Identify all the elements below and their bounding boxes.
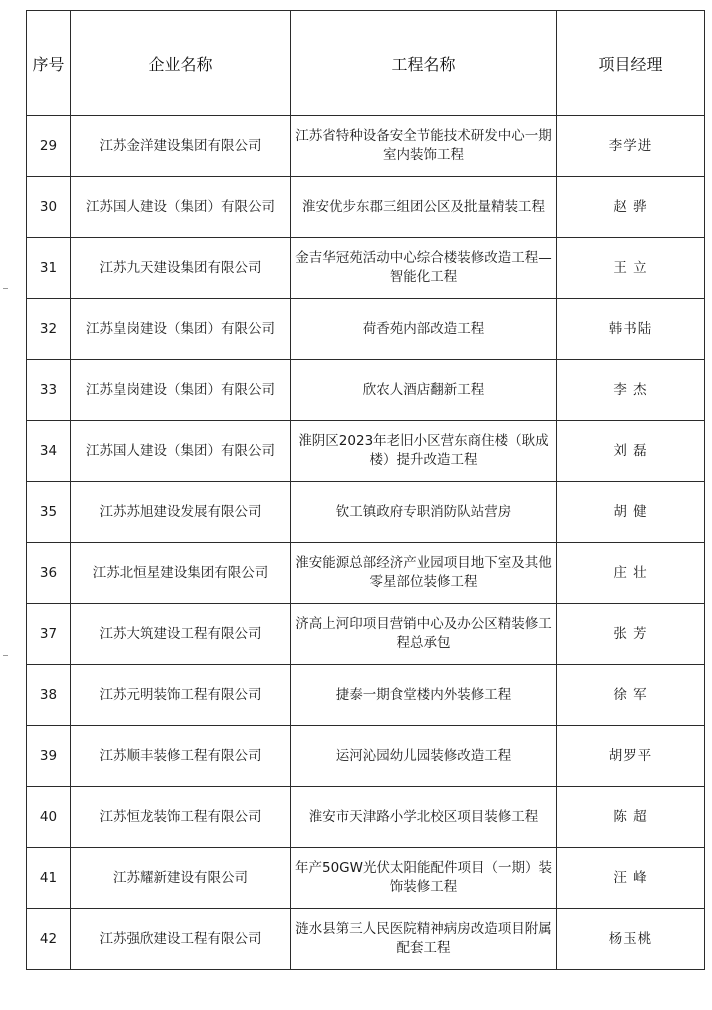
row-company-name: 江苏大筑建设工程有限公司 <box>71 604 291 665</box>
row-project-manager: 张 芳 <box>557 604 705 665</box>
row-company-name: 江苏顺丰装修工程有限公司 <box>71 726 291 787</box>
row-serial-number: 36 <box>27 543 71 604</box>
row-company-name: 江苏元明装饰工程有限公司 <box>71 665 291 726</box>
row-project-name: 捷泰一期食堂楼内外装修工程 <box>291 665 557 726</box>
row-serial-number: 35 <box>27 482 71 543</box>
row-company-name: 江苏国人建设（集团）有限公司 <box>71 177 291 238</box>
scan-mark <box>3 288 8 289</box>
row-serial-number: 31 <box>27 238 71 299</box>
table-body <box>27 116 705 970</box>
row-serial-number: 34 <box>27 421 71 482</box>
row-project-manager: 庄 壮 <box>557 543 705 604</box>
header-row <box>27 11 705 116</box>
row-project-manager: 李 杰 <box>557 360 705 421</box>
row-project-manager: 胡罗平 <box>557 726 705 787</box>
row-serial-number: 32 <box>27 299 71 360</box>
table-row <box>27 909 705 970</box>
row-company-name: 江苏苏旭建设发展有限公司 <box>71 482 291 543</box>
row-project-name: 钦工镇政府专职消防队站营房 <box>291 482 557 543</box>
table-row <box>27 604 705 665</box>
row-serial-number: 39 <box>27 726 71 787</box>
row-project-name: 淮阴区2023年老旧小区营东商住楼（耿成楼）提升改造工程 <box>291 421 557 482</box>
row-project-name: 荷香苑内部改造工程 <box>291 299 557 360</box>
table-row <box>27 848 705 909</box>
table-header <box>27 11 705 116</box>
header-project-manager: 项目经理 <box>557 11 705 116</box>
table-row <box>27 543 705 604</box>
row-project-name: 金吉华冠苑活动中心综合楼装修改造工程—智能化工程 <box>291 238 557 299</box>
row-company-name: 江苏皇岗建设（集团）有限公司 <box>71 299 291 360</box>
table-row <box>27 421 705 482</box>
row-project-name: 江苏省特种设备安全节能技术研发中心一期室内装饰工程 <box>291 116 557 177</box>
table-row <box>27 177 705 238</box>
row-serial-number: 41 <box>27 848 71 909</box>
row-project-manager: 李学进 <box>557 116 705 177</box>
row-serial-number: 37 <box>27 604 71 665</box>
table-row <box>27 360 705 421</box>
row-serial-number: 40 <box>27 787 71 848</box>
table-row <box>27 116 705 177</box>
row-company-name: 江苏皇岗建设（集团）有限公司 <box>71 360 291 421</box>
row-project-name: 淮安能源总部经济产业园项目地下室及其他零星部位装修工程 <box>291 543 557 604</box>
table-row <box>27 238 705 299</box>
header-project-name: 工程名称 <box>291 11 557 116</box>
row-project-manager: 王 立 <box>557 238 705 299</box>
table-row <box>27 665 705 726</box>
row-serial-number: 42 <box>27 909 71 970</box>
row-serial-number: 38 <box>27 665 71 726</box>
row-company-name: 江苏北恒星建设集团有限公司 <box>71 543 291 604</box>
scan-mark <box>3 655 8 656</box>
row-project-manager: 刘 磊 <box>557 421 705 482</box>
row-project-name: 涟水县第三人民医院精神病房改造项目附属配套工程 <box>291 909 557 970</box>
row-project-manager: 赵 骅 <box>557 177 705 238</box>
row-project-manager: 韩书陆 <box>557 299 705 360</box>
row-company-name: 江苏强欣建设工程有限公司 <box>71 909 291 970</box>
row-project-name: 年产50GW光伏太阳能配件项目（一期）装饰装修工程 <box>291 848 557 909</box>
row-company-name: 江苏恒龙装饰工程有限公司 <box>71 787 291 848</box>
project-manager-table <box>26 10 705 970</box>
row-project-name: 济高上河印项目营销中心及办公区精装修工程总承包 <box>291 604 557 665</box>
row-project-name: 淮安市天津路小学北校区项目装修工程 <box>291 787 557 848</box>
row-project-manager: 汪 峰 <box>557 848 705 909</box>
table-row <box>27 726 705 787</box>
table-row <box>27 299 705 360</box>
row-company-name: 江苏国人建设（集团）有限公司 <box>71 421 291 482</box>
row-company-name: 江苏耀新建设有限公司 <box>71 848 291 909</box>
row-serial-number: 29 <box>27 116 71 177</box>
row-project-manager: 徐 军 <box>557 665 705 726</box>
header-serial-number: 序号 <box>27 11 71 116</box>
row-serial-number: 33 <box>27 360 71 421</box>
row-project-name: 淮安优步东郡三组团公区及批量精装工程 <box>291 177 557 238</box>
table-row <box>27 482 705 543</box>
row-project-name: 运河沁园幼儿园装修改造工程 <box>291 726 557 787</box>
row-company-name: 江苏九天建设集团有限公司 <box>71 238 291 299</box>
row-project-manager: 陈 超 <box>557 787 705 848</box>
row-project-manager: 杨玉桃 <box>557 909 705 970</box>
row-company-name: 江苏金洋建设集团有限公司 <box>71 116 291 177</box>
row-serial-number: 30 <box>27 177 71 238</box>
table-row <box>27 787 705 848</box>
header-company-name: 企业名称 <box>71 11 291 116</box>
row-project-manager: 胡 健 <box>557 482 705 543</box>
row-project-name: 欣农人酒店翻新工程 <box>291 360 557 421</box>
